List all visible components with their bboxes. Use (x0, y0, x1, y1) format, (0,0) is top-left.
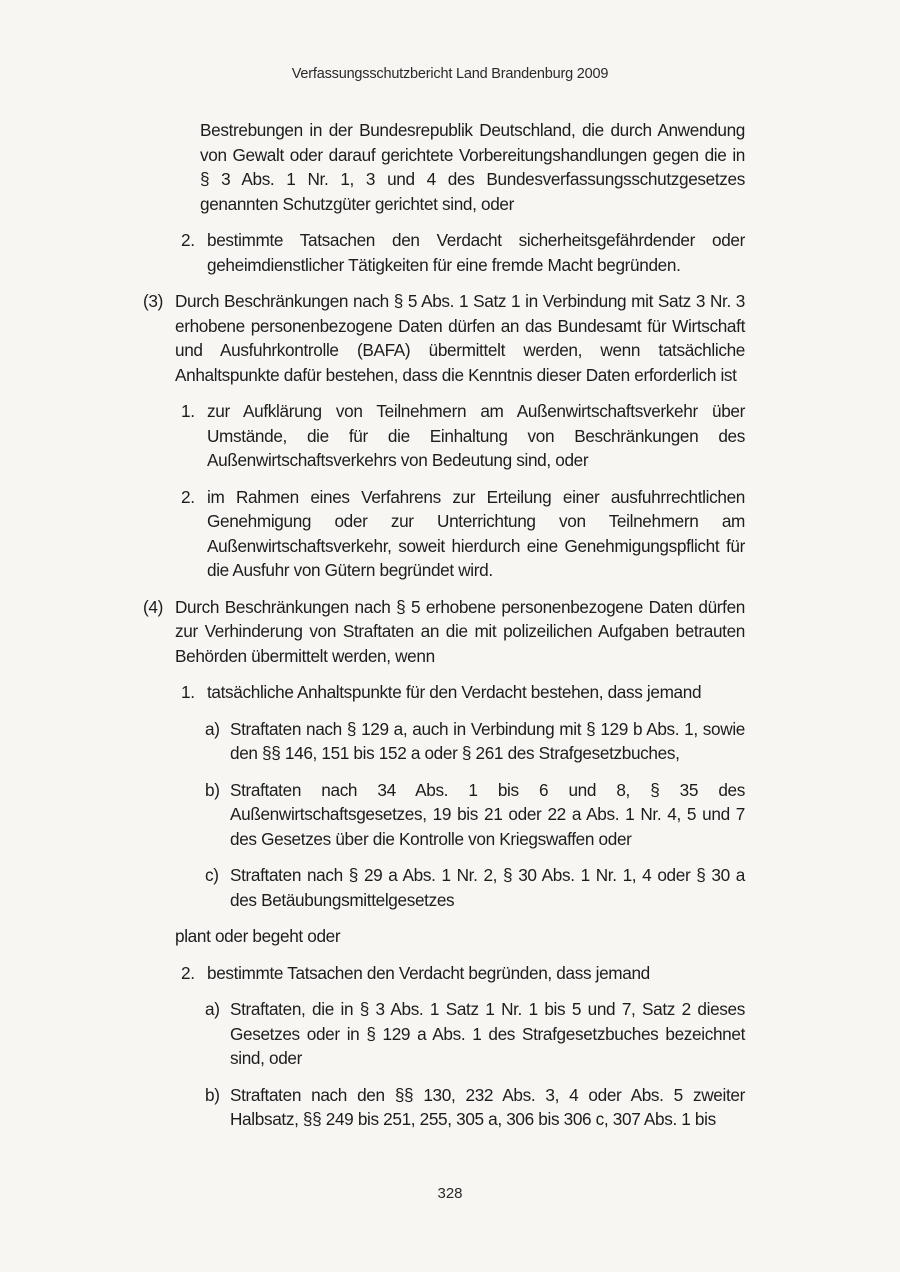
page-number: 328 (437, 1185, 463, 1202)
item-number: 1. (181, 682, 195, 702)
item-number: 2. (181, 230, 195, 250)
item-text: zur Aufklärung von Teilnehmern am Außenwirtschaftsverkehr über Umstände, die für die Einhaltung von Beschränkungen des Außenwirtschaftsverkehrs von Bedeutung sind, oder (207, 401, 745, 470)
plain-line: plant oder begeht oder (175, 926, 341, 946)
section-paragraph (143, 289, 745, 387)
section-paragraph (143, 595, 745, 669)
continued-paragraph: Bestrebungen in der Bundesrepublik Deutschland, die durch Anwendung von Gewalt oder darauf gerichtete Vorbereitungshandlungen gegen die in § 3 Abs. 1 Nr. 1, 3 und 4 des Bundesverfassungsschutzgesetzes genannten Schutzgüter gerichtet sind, oder (200, 120, 745, 214)
list-item (175, 485, 745, 583)
running-header: Verfassungsschutzbericht Land Brandenburg 2009 (291, 66, 609, 82)
item-text: bestimmte Tatsachen den Verdacht sicherheitsgefährdender oder geheimdienstlicher Tätigkeiten für eine fremde Macht begründen. (207, 230, 745, 275)
sub-item-text: Straftaten nach den §§ 130, 232 Abs. 3, 4 oder Abs. 5 zweiter Halbsatz, §§ 249 bis 251, 255, 305 a, 306 bis 306 c, 307 Abs. 1 bis (230, 1084, 745, 1129)
sub-item-text: Straftaten, die in § 3 Abs. 1 Satz 1 Nr. 1 bis 5 und 7, Satz 2 dieses Gesetzes oder in § 129 a Abs. 1 des Strafgesetzbuches bezeichnet sind, oder (230, 999, 745, 1068)
item-text: im Rahmen eines Verfahrens zur Erteilung einer ausfuhrrechtlichen Genehmigung oder zur Unterrichtung von Teilnehmern am Außenwirtschaftsverkehr, soweit hierdurch eine Genehmigungspflicht für die Ausfuhr von Gütern begründet wird. (207, 486, 745, 580)
sub-item (175, 997, 745, 1071)
section-text: Durch Beschränkungen nach § 5 erhobene personenbezogene Daten dürfen zur Verhinderung von Straftaten an die mit polizeilichen Aufgaben betrauten Behörden übermittelt werden, wenn (175, 596, 745, 666)
section-text: Durch Beschränkungen nach § 5 Abs. 1 Satz 1 in Verbindung mit Satz 3 Nr. 3 erhobene personenbezogene Daten dürfen an das Bundesamt für Wirtschaft und Ausfuhrkontrolle (BAFA) übermittelt werden, wenn tatsächliche Anhaltspunkte dafür bestehen, dass die Kenntnis dieser Daten erforderlich ist (175, 291, 745, 385)
list-item (175, 680, 745, 705)
item-text: tatsächliche Anhaltspunkte für den Verdacht bestehen, dass jemand (207, 682, 702, 702)
sub-item-letter: a) (205, 718, 220, 739)
sub-item-text: Straftaten nach 34 Abs. 1 bis 6 und 8, § 35 des Außenwirtschaftsgesetzes, 19 bis 21 oder 22 a Abs. 1 Nr. 4, 5 und 7 des Gesetzes über die Kontrolle von Kriegswaffen oder (230, 779, 745, 849)
item-number: 2. (181, 486, 195, 507)
sub-item (175, 717, 745, 766)
sub-item-letter: b) (205, 779, 220, 800)
sub-item-text: Straftaten nach § 29 a Abs. 1 Nr. 2, § 30 Abs. 1 Nr. 1, 4 oder § 30 a des Betäubungsmittelgesetzes (230, 865, 745, 910)
item-number: 2. (181, 962, 195, 983)
sub-item-letter: c) (205, 865, 219, 885)
list-item (175, 399, 745, 473)
body-text (143, 118, 745, 1144)
list-item (175, 228, 745, 277)
sub-item-letter: b) (205, 1084, 220, 1105)
item-number: 1. (181, 401, 195, 421)
section-number: (3) (143, 291, 163, 311)
sub-item-letter: a) (205, 999, 220, 1019)
sub-item (175, 778, 745, 852)
sub-item-text: Straftaten nach § 129 a, auch in Verbindung mit § 129 b Abs. 1, sowie den §§ 146, 151 bis 152 a oder § 261 des Strafgesetzbuches, (230, 718, 745, 763)
sub-item (175, 1083, 745, 1132)
list-item (175, 961, 745, 986)
section-number: (4) (143, 596, 163, 617)
item-text: bestimmte Tatsachen den Verdacht begründen, dass jemand (207, 962, 650, 983)
sub-item (175, 863, 745, 912)
